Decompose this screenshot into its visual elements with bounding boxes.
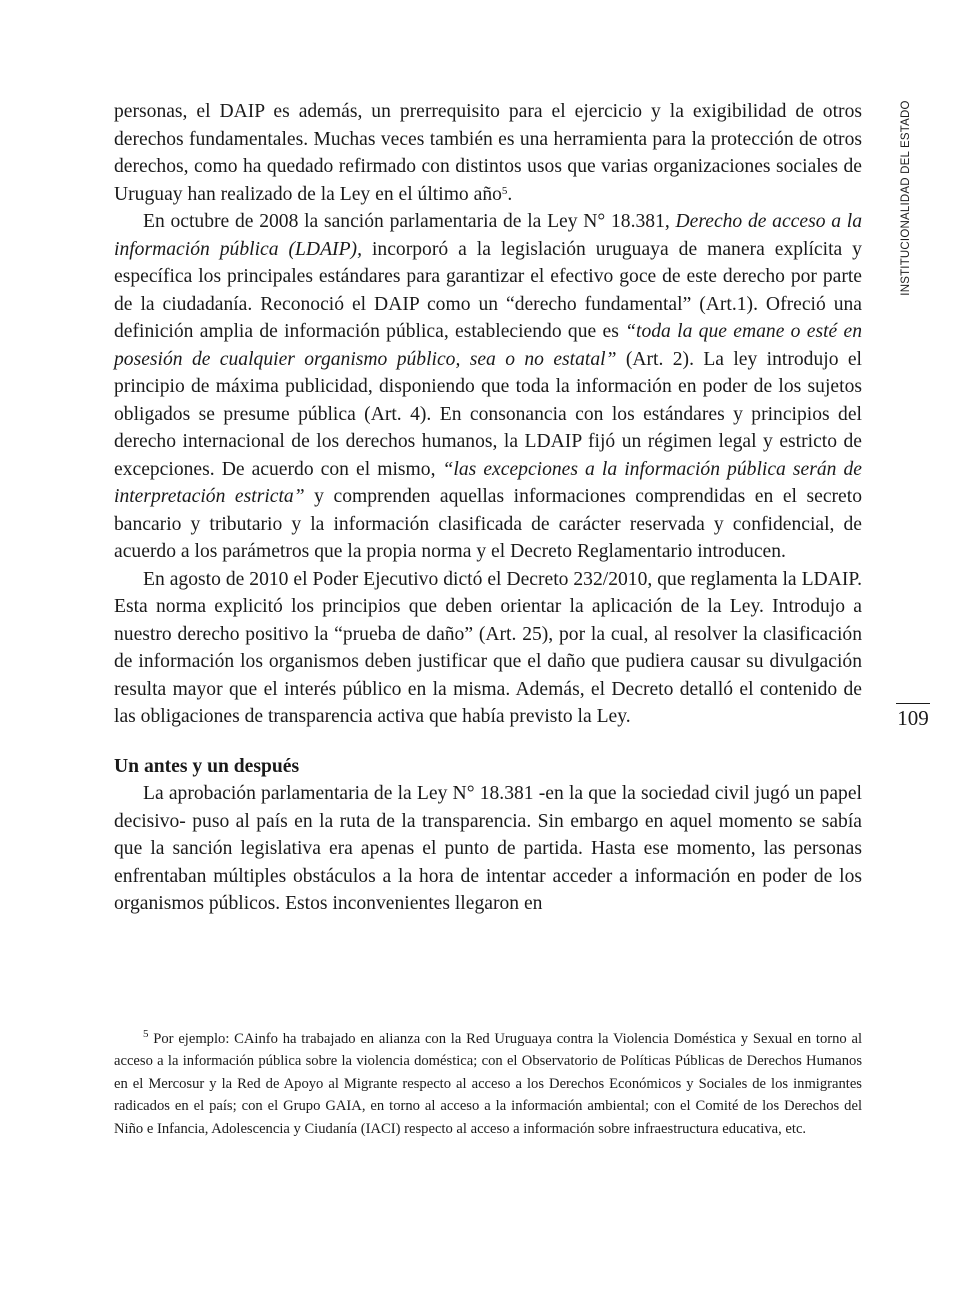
exceptions-quote-italic: “las excepciones a la información pública serán de interpretación estricta” [114, 458, 862, 507]
footnote-5 [114, 1028, 862, 1140]
page-number-rule [896, 703, 930, 704]
paragraph-2 [114, 208, 862, 566]
definition-quote-italic: “toda la que emane o esté en posesión de cualquier organismo público, sea o no estatal” [114, 321, 862, 370]
paragraph-2-g: y comprenden aquellas informaciones comprendidas en el secreto bancario y tributario y la información clasificada de carácter reservada y confidencial, de acuerdo a los parámetros que la propia norma y el Decreto Reglamentario introducen. [114, 486, 862, 562]
running-head [896, 100, 916, 300]
paragraph-1-end: . [507, 183, 513, 205]
paragraph-2-c: incorporó a la legislación uruguaya de manera explícita y específica los principales estándares para garantizar el efectivo goce de este derecho por parte de la ciudadanía. Reconoció el DAIP como un “derecho fundamental” (Art.1). Ofreció una definición amplia de información pública, estableciendo que es [114, 238, 862, 342]
footnote-number: 5 [143, 1028, 149, 1040]
running-head-text: INSTITUCIONALIDAD DEL ESTADO [900, 100, 912, 296]
section-heading: Un antes y un después [114, 755, 300, 777]
page-number: 109 [897, 706, 929, 730]
law-title-italic: Derecho de acceso a la información pública (LDAIP), [114, 211, 862, 260]
paragraph-4: La aprobación parlamentaria de la Ley N° 18.381 -en la que la sociedad civil jugó un papel decisivo- puso al país en la ruta de la transparencia. Sin embargo en aquel momento se sabía que la sanción legislativa era apenas el punto de partida. Hasta ese momento, las personas enfrentaban múltiples obstáculos a la hora de intentar acceder a información en poder de los organismos públicos. Estos inconvenientes llegaron en [114, 783, 862, 914]
footnote-text: Por ejemplo: CAinfo ha trabajado en alianza con la Red Uruguaya contra la Violencia Doméstica y Sexual en torno al acceso a la información pública sobre la violencia doméstica; con el Observatorio de Políticas Públicas de Derechos Humanos en el Mercosur y la Red de Apoyo al Migrante respecto al acceso a los Derechos Económicos y Sociales de los inmigrantes radicados en el país; con el Grupo GAIA, en torno al acceso a la información ambiental; con el Comité de los Derechos del Niño e Infancia, Adolescencia y Ciudanía (IACI) respecto al acceso a información sobre infraestructura educativa, etc. [114, 1031, 862, 1137]
paragraph-1-text: personas, el DAIP es además, un prerrequisito para el ejercicio y la exigibilidad de otros derechos fundamentales. Muchas veces también es una herramienta para la protección de otros derechos, como ha quedado refirmado con distintos usos que varias organizaciones sociales de Uruguay han realizado de la Ley en el último año [114, 101, 862, 205]
paragraph-3: En agosto de 2010 el Poder Ejecutivo dictó el Decreto 232/2010, que reglamenta la LDAIP. Esta norma explicitó los principios que deben orientar la aplicación de la Ley. Introdujo a nuestro derecho positivo la “prueba de daño” (Art. 25), por la cual, al resolver la clasificación de información los organismos deben justificar que el daño que pudiera causar su divulgación resulta mayor que el interés público en la misma. Además, el Decreto detalló el contenido de las obligaciones de transparencia activa que había previsto la Ley. [114, 568, 862, 727]
body-text [114, 98, 862, 918]
paragraph-1 [114, 98, 862, 208]
paragraph-2-e: (Art. 2). La ley introdujo el principio de máxima publicidad, disponiendo que toda la información en poder de los sujetos obligados se presume pública (Art. 4). En consonancia con los estándares y principios del derecho internacional de los derechos humanos, la LDAIP fijó un régimen legal y estricto de excepciones. De acuerdo con el mismo, [114, 348, 862, 480]
footnote-ref: 5 [501, 184, 508, 197]
footnotes [114, 1028, 862, 1140]
paragraph-2-a: En octubre de 2008 la sanción parlamentaria de la Ley N° 18.381, [143, 211, 676, 232]
